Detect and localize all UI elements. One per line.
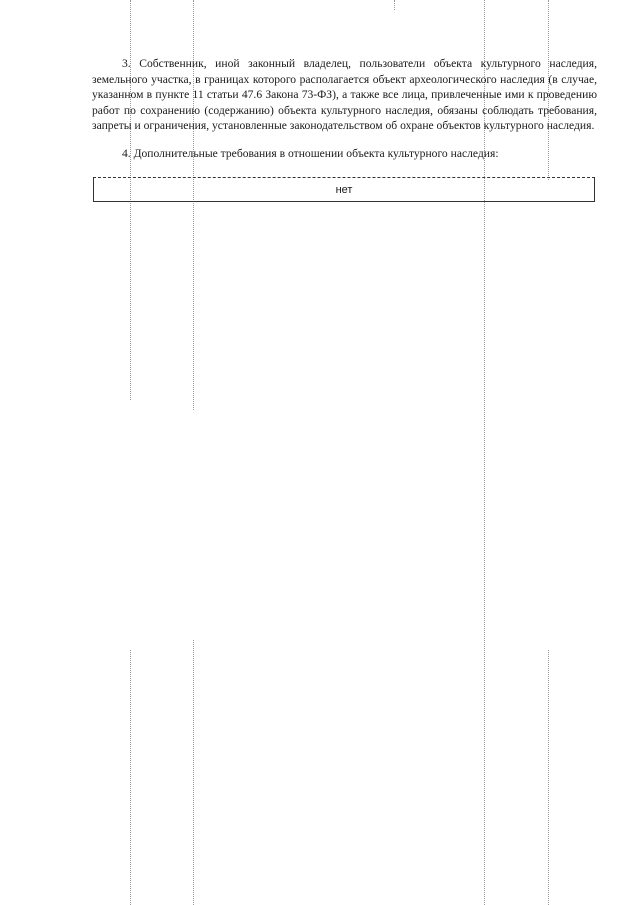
additional-requirements-box [93,177,595,202]
scan-artifact-line [130,650,131,905]
scan-artifact-line [484,0,485,905]
paragraph-4: 4. Дополнительные требования в отношении объекта культурного наследия: [122,147,499,160]
paragraph-3: 3. Собственник, иной законный владелец, пользователи объекта культурного наследия, земельного участка, в границах которого располагается объект археологического наследия (в случае, указанном в пункте 11 статьи 47.6 Закона 73-ФЗ), а также все лица, привлеченные ими к проведению работ по сохранению (содержанию) объекта культурного наследия, обязаны соблюдать требования, запреты и ограничения, установленные законодательством об охране объектов культурного наследия. [92,57,597,132]
scan-artifact-line [548,650,549,905]
additional-requirements-value: нет [335,183,353,196]
scan-artifact-line [394,0,395,10]
scan-artifact-line [193,640,194,905]
